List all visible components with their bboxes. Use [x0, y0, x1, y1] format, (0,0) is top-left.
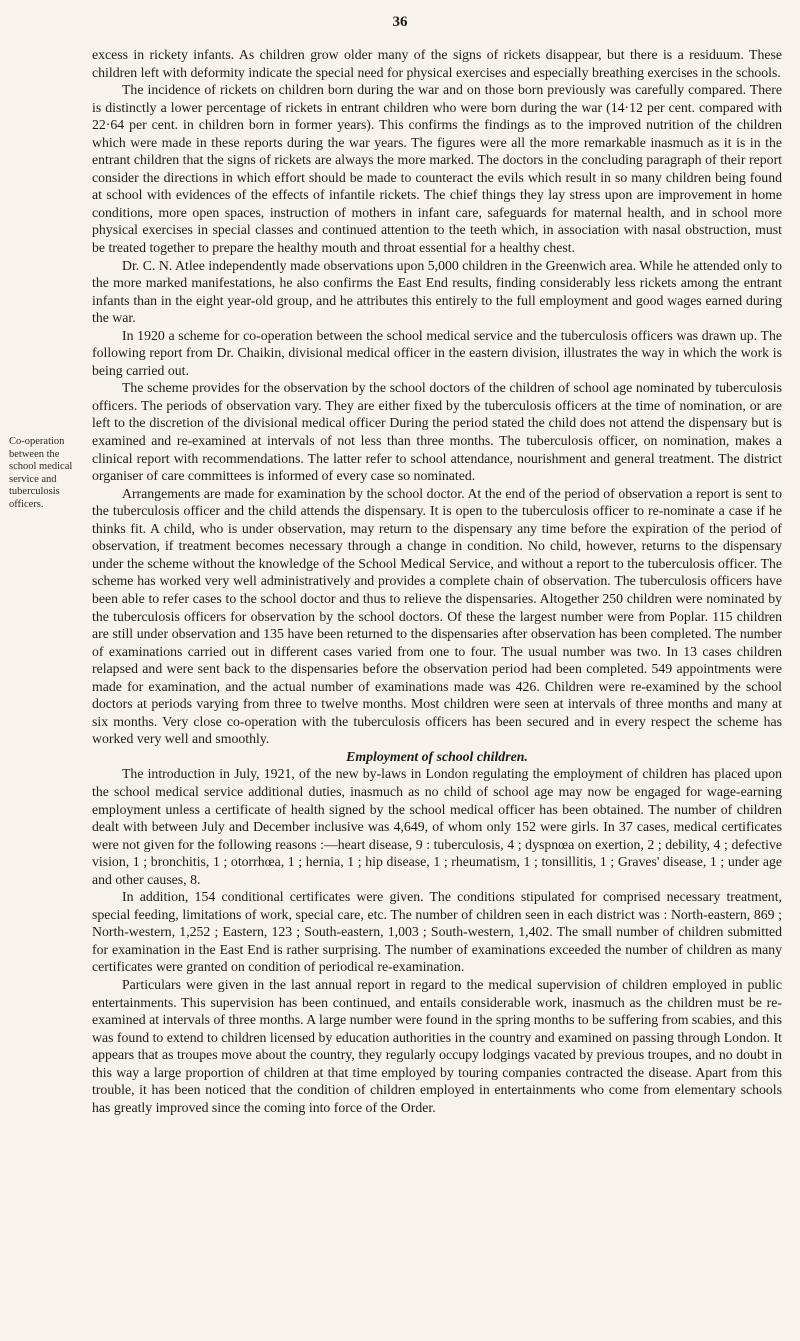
- margin-note: Co-operation between the school medical service and tuberculosis officers.: [9, 436, 73, 510]
- paragraph: excess in rickety infants. As children grow older many of the signs of rickets disappear, but there is a residuum. These children left with deformity indicate the special need for physical exercises and especially breathing exercises in the schools.: [92, 47, 782, 80]
- paragraph: Arrangements are made for examination by the school doctor. At the end of the period of observation a report is sent to the tuberculosis officer and the child attends the dispensary. It is open to the tuberculosis officer to re-nominate a case if he thinks fit. A child, who is under observation, may return to the dispensary any time before the expiration of the period of observation, if treatment becomes necessary through a change in condition. No child, however, returns to the dispensary under the scheme without the knowledge of the School Medical Service, and without a report to the tuberculosis officer. The scheme has worked very well administratively and provides a complete chain of observation. The tuberculosis officers have been able to refer cases to the school doctor and thus to relieve the dispensaries. Altogether 250 children were nominated by the tuberculosis officers for observation by the school doctors. Of these the largest number were from Poplar. 115 children are still under observation and 135 have been returned to the dispensaries after observation has been completed. The number of examinations carried out in different cases varied from one to four. The usual number was two. In 13 cases children relapsed and were sent back to the dispensaries before the observation period had been completed. 549 appointments were made for examination, and the actual number of examinations made was 426. Children were re-examined by the school doctors at periods varying from three to twelve months. Most children were seen at intervals of three months and many at six months. Very close co-operation with the tuberculosis officers has been secured and in every respect the scheme has worked very well and smoothly.: [92, 485, 782, 747]
- main-text: [92, 46, 782, 1116]
- paragraph: In 1920 a scheme for co-operation between the school medical service and the tuberculosis officers was drawn up. The following report from Dr. Chaikin, divisional medical officer in the eastern division, illustrates the way in which the work is being carried out.: [92, 327, 782, 378]
- paragraph: The introduction in July, 1921, of the new by-laws in London regulating the employment of children has placed upon the school medical service additional duties, inasmuch as no child of school age may now be engaged for wage-earning employment unless a certificate of health signed by the school medical officer has been obtained. The number of children dealt with between July and December inclusive was 4,649, of whom only 152 were girls. In 37 cases, medical certificates were not given for the following reasons :—heart disease, 9 : tuberculosis, 4 ; dyspnœa on exertion, 2 ; debility, 4 ; defective vision, 1 ; bronchitis, 1 ; otorrhœa, 1 ; hernia, 1 ; hip disease, 1 ; rheumatism, 1 ; tonsillitis, 1 ; Graves' disease, 1 ; under age and other causes, 8.: [92, 766, 782, 887]
- section-heading: Employment of school children.: [346, 748, 528, 764]
- paragraph: Particulars were given in the last annual report in regard to the medical supervision of children employed in public entertainments. This supervision has been continued, and entails considerable work, inasmuch as the children must be re-examined at intervals of three months. A large number were found in the spring months to be suffering from scabies, and this was found to extend to children licensed by education authorities in the country and examined on passing through London. It appears that as troupes move about the country, they regularly occupy lodgings vacated by previous troupes, and no doubt in this way a large proportion of children at that time employed by touring companies contracted the disease. Apart from this trouble, it has been noticed that the condition of children employed in entertainments who come from elementary schools has greatly improved since the coming into force of the Order.: [92, 976, 782, 1115]
- paragraph: In addition, 154 conditional certificates were given. The conditions stipulated for comprised necessary treatment, special feeding, limitations of work, special care, etc. The number of children seen in each district was : North-eastern, 869 ; North-western, 1,252 ; Eastern, 123 ; South-eastern, 1,003 ; South-western, 1,402. The small number of children submitted for examination in the East End is rather surprising. The number of examinations exceeded the number of children as many certificates were granted on condition of periodical re-examination.: [92, 889, 782, 975]
- page-number: 36: [392, 14, 408, 30]
- paragraph: The scheme provides for the observation by the school doctors of the children of school age nominated by tuberculosis officers. The periods of observation vary. They are either fixed by the tuberculosis officers at the time of nomination, or are left to the discretion of the divisional medical officer During the period stated the child does not attend the dispensary but is examined and re-examined at intervals of not less than three months. The tuberculosis officer, on nomination, makes a clinical report with recommendations. The latter refer to school attendance, nourishment and general treatment. The district organiser of care committees is informed of every case so nominated.: [92, 380, 782, 484]
- paragraph: The incidence of rickets on children born during the war and on those born previously was carefully compared. There is distinctly a lower percentage of rickets in entrant children who were born during the war (14·12 per cent. compared with 22·64 per cent. in children born in former years). This confirms the findings as to the improved nutrition of the children which were made in these reports during the war years. The figures were all the more remarkable inasmuch as it is in the entrant children that the signs of rickets are always the more marked. The doctors in the concluding paragraph of their report consider the directions in which effort should be made to counteract the evils which result in so many children being found at school with evidences of the effects of infantile rickets. The chief things they lay stress upon are improvement in home conditions, more open spaces, instruction of mothers in infant care, safeguards for maternal health, and in school more physical exercises in special classes and continued attention to the teeth which, in association with nasal obstruction, must be treated together to prepare the healthy mouth and throat essential for a healthy chest.: [92, 82, 782, 256]
- paragraph: Dr. C. N. Atlee independently made observations upon 5,000 children in the Greenwich area. While he attended only to the more marked manifestations, he also confirms the East End results, finding considerably less rickets among the entrant infants than in the eight year-old group, and he attributes this entirely to the full employment and good wages earned during the war.: [92, 257, 782, 326]
